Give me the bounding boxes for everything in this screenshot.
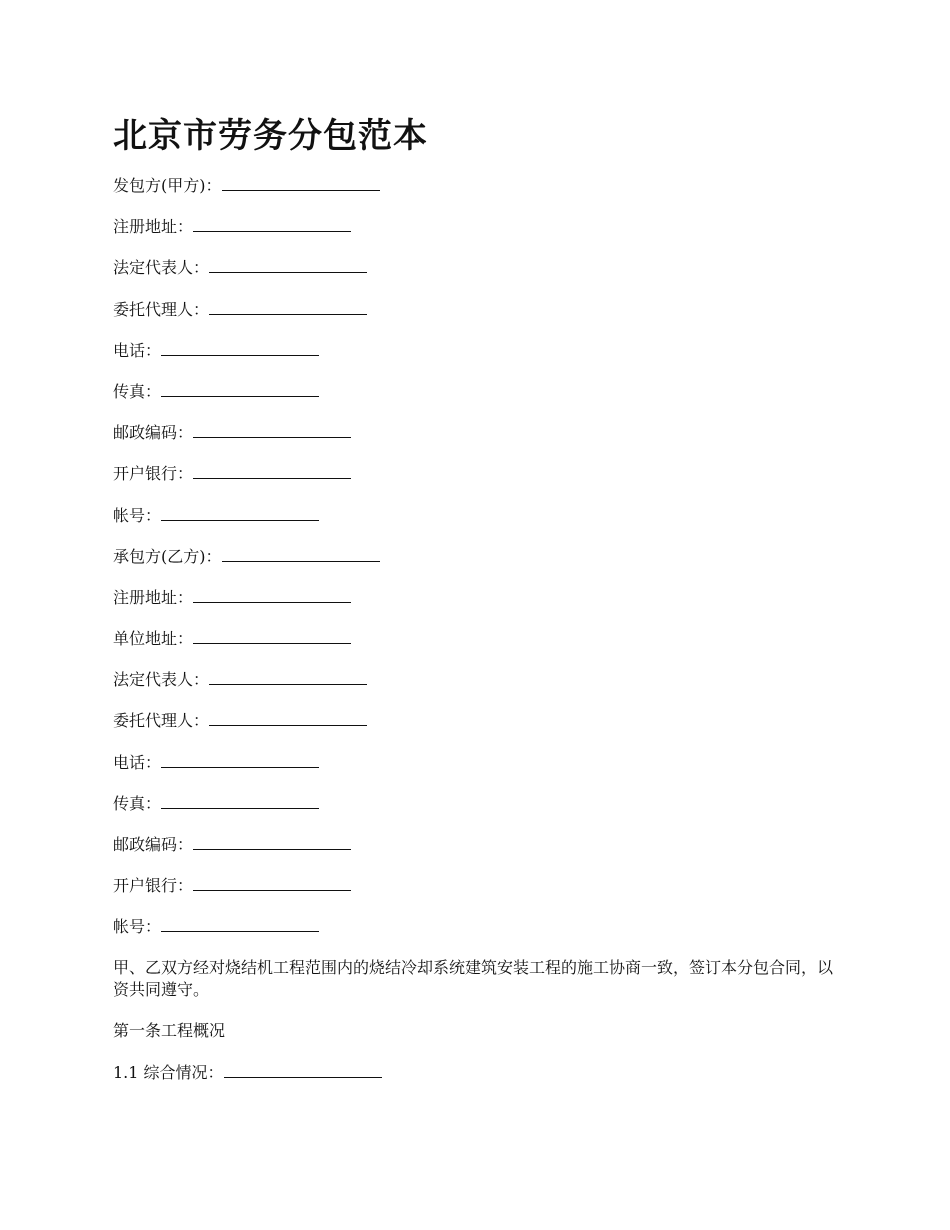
fill-in-blank[interactable] [224,1061,382,1078]
party-a-field [113,504,843,526]
fill-in-blank[interactable] [161,339,319,356]
fill-in-blank[interactable] [161,504,319,521]
party-a-heading-label: 发包方(甲方)： [113,176,222,195]
item-1-1-field [113,1061,843,1083]
fill-in-blank[interactable] [161,915,319,932]
party-a-field [113,215,843,237]
fill-in-blank[interactable] [161,751,319,768]
field-label: 法定代表人： [113,670,210,690]
party-b-field [113,586,843,608]
fill-in-blank[interactable] [161,380,319,397]
field-label: 电话： [113,340,162,360]
field-label: 委托代理人： [113,299,210,319]
party-b-field [113,627,843,649]
intro-paragraph: 甲、乙双方经对烧结机工程范围内的烧结冷却系统建筑安装工程的施工协商一致，签订本分包合同，以资共同遵守。 [113,957,834,999]
party-b-field [113,668,843,690]
field-label: 电话： [113,752,162,772]
fill-in-blank[interactable] [161,792,319,809]
field-label: 开户银行： [113,876,194,896]
fill-in-blank[interactable] [209,298,367,315]
party-a-field [113,298,843,320]
fill-in-blank[interactable] [209,668,367,685]
field-label: 帐号： [113,917,162,937]
document-title: 北京市劳务分包范本 [113,116,428,156]
field-label: 传真： [113,793,162,813]
fill-in-blank[interactable] [193,874,351,891]
fill-in-blank[interactable] [193,421,351,438]
document-page [113,112,843,1102]
party-a-field [113,421,843,443]
fill-in-blank[interactable] [193,833,351,850]
party-b-section [113,545,843,938]
party-a-field [113,380,843,402]
party-b-field [113,874,843,896]
item-1-1-label: 1.1 综合情况： [113,1062,224,1082]
party-b-heading-field [113,545,843,567]
fill-in-blank[interactable] [222,174,380,191]
fill-in-blank[interactable] [209,256,367,273]
party-a-section [113,174,843,526]
field-label: 帐号： [113,505,162,525]
fill-in-blank[interactable] [193,215,351,232]
field-label: 传真： [113,381,162,401]
article-1-heading: 第一条工程概况 [113,1020,226,1040]
field-label: 注册地址： [113,217,194,237]
party-a-field [113,462,843,484]
fill-in-blank[interactable] [222,545,380,562]
party-b-heading-label: 承包方(乙方)： [113,546,222,566]
fill-in-blank[interactable] [193,462,351,479]
party-b-field [113,751,843,773]
field-label: 委托代理人： [113,711,210,731]
party-a-heading-field [113,174,843,196]
field-label: 法定代表人： [113,258,210,278]
party-a-field [113,339,843,361]
fill-in-blank[interactable] [193,627,351,644]
party-b-field [113,792,843,814]
field-label: 单位地址： [113,629,194,649]
fill-in-blank[interactable] [193,586,351,603]
field-label: 开户银行： [113,464,194,484]
party-b-field [113,709,843,731]
party-b-field [113,915,843,937]
field-label: 注册地址： [113,587,194,607]
field-label: 邮政编码： [113,423,194,443]
party-b-field [113,833,843,855]
fill-in-blank[interactable] [209,709,367,726]
party-a-field [113,256,843,278]
field-label: 邮政编码： [113,835,194,854]
